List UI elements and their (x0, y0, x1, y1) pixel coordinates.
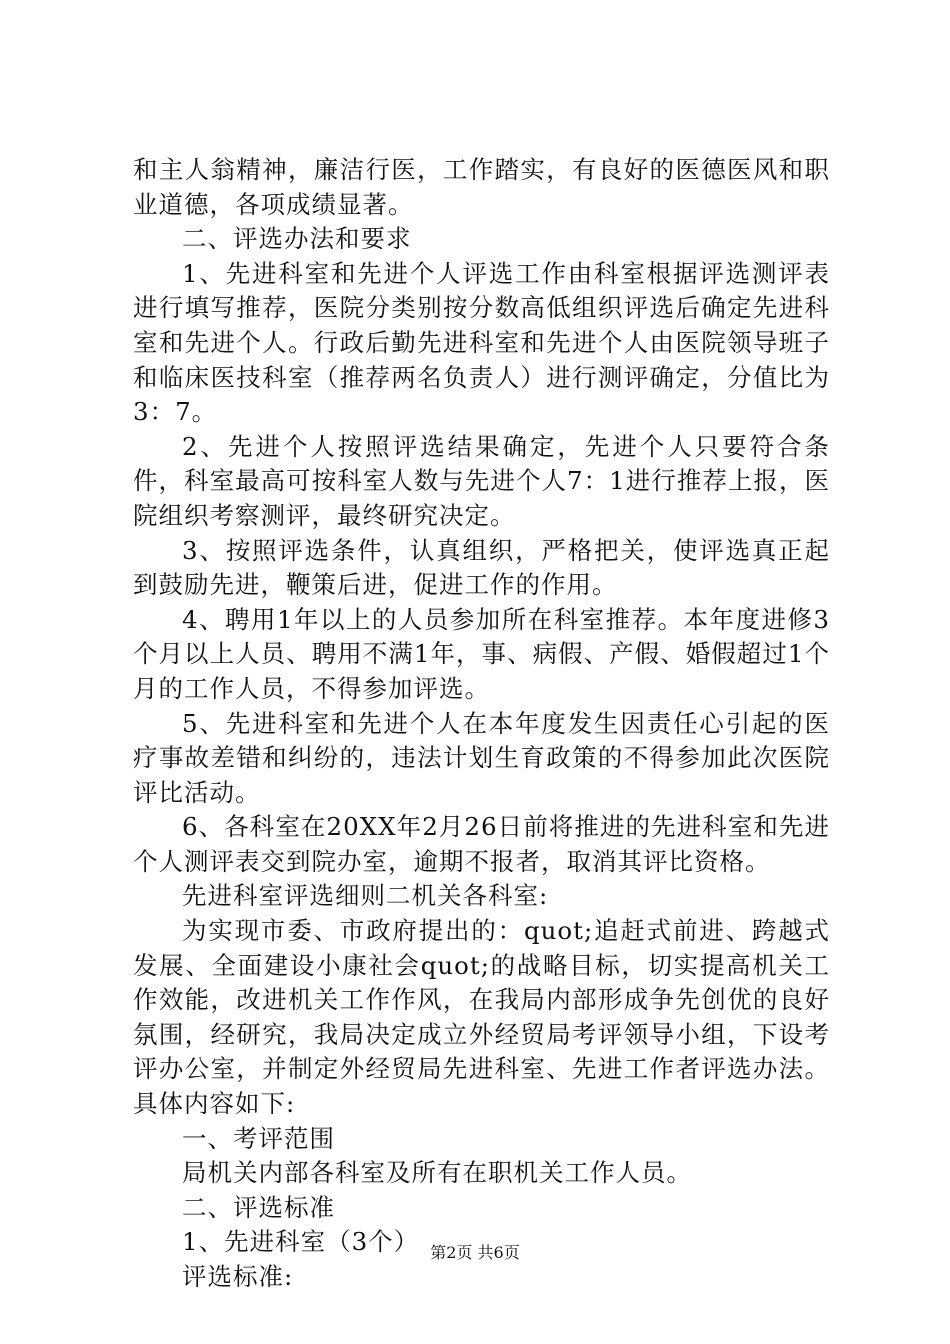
paragraph-scope: 局机关内部各科室及所有在职机关工作人员。 (182, 1158, 692, 1188)
paragraph-rule-4: 4、聘用1年以上的人员参加所在科室推荐。本年度进修3个月以上人员、聘用不满1年，事、病假、产假、婚假超过1个月的工作人员，不得参加评选。 (133, 604, 830, 703)
paragraph-rule-1: 1、先进科室和先进个人评选工作由科室根据评选测评表进行填写推荐，医院分类别按分数高低组织评选后确定先进科室和先进个人。行政后勤先进科室和先进个人由医院领导班子和临床医技科室（推荐两名负责人）进行测评确定，分值比为3：7。 (133, 258, 830, 427)
paragraph-rule-6: 6、各科室在20XX年2月26日前将推进的先进科室和先进个人测评表交到院办室，逾期不报者，取消其评比资格。 (133, 812, 830, 876)
section-heading-scope: 一、考评范围 (182, 1123, 335, 1153)
subheading-advanced-department: 1、先进科室（3个） (182, 1227, 420, 1257)
paragraph-rule-2: 2、先进个人按照评选结果确定，先进个人只要符合条件，科室最高可按科室人数与先进个人7：1进行推荐上报，医院组织考察测评，最终研究决定。 (133, 431, 830, 530)
section-heading-standards: 二、评选标准 (182, 1192, 335, 1222)
section-title-rules-part-2: 先进科室评选细则二机关各科室: (182, 881, 549, 911)
paragraph-rule-5: 5、先进科室和先进个人在本年度发生因责任心引起的医疗事故差错和纠纷的，违法计划生育政策的不得参加此次医院评比活动。 (133, 708, 830, 807)
section-heading-selection-method: 二、评选办法和要求 (182, 224, 412, 254)
paragraph-1: 和主人翁精神，廉洁行医，工作踏实，有良好的医德医风和职业道德，各项成绩显著。 (133, 155, 830, 219)
document-body (133, 153, 830, 1295)
paragraph-rule-3: 3、按照评选条件，认真组织，严格把关，使评选真正起到鼓励先进，鞭策后进，促进工作的作用。 (133, 535, 830, 600)
subheading-selection-criteria: 评选标准: (182, 1262, 294, 1291)
paragraph-intro: 为实现市委、市政府提出的：quot;追赶式前进、跨越式发展、全面建设小康社会quot;的战略目标，切实提高机关工作效能，改进机关工作作风，在我局内部形成争先创优的良好氛围，经研究，我局决定成立外经贸局考评领导小组，下设考评办公室，并制定外经贸局先进科室、先进工作者评选办法。具体内容如下: (133, 916, 830, 1119)
page-number-footer: 第2页 共6页 (430, 1243, 520, 1262)
